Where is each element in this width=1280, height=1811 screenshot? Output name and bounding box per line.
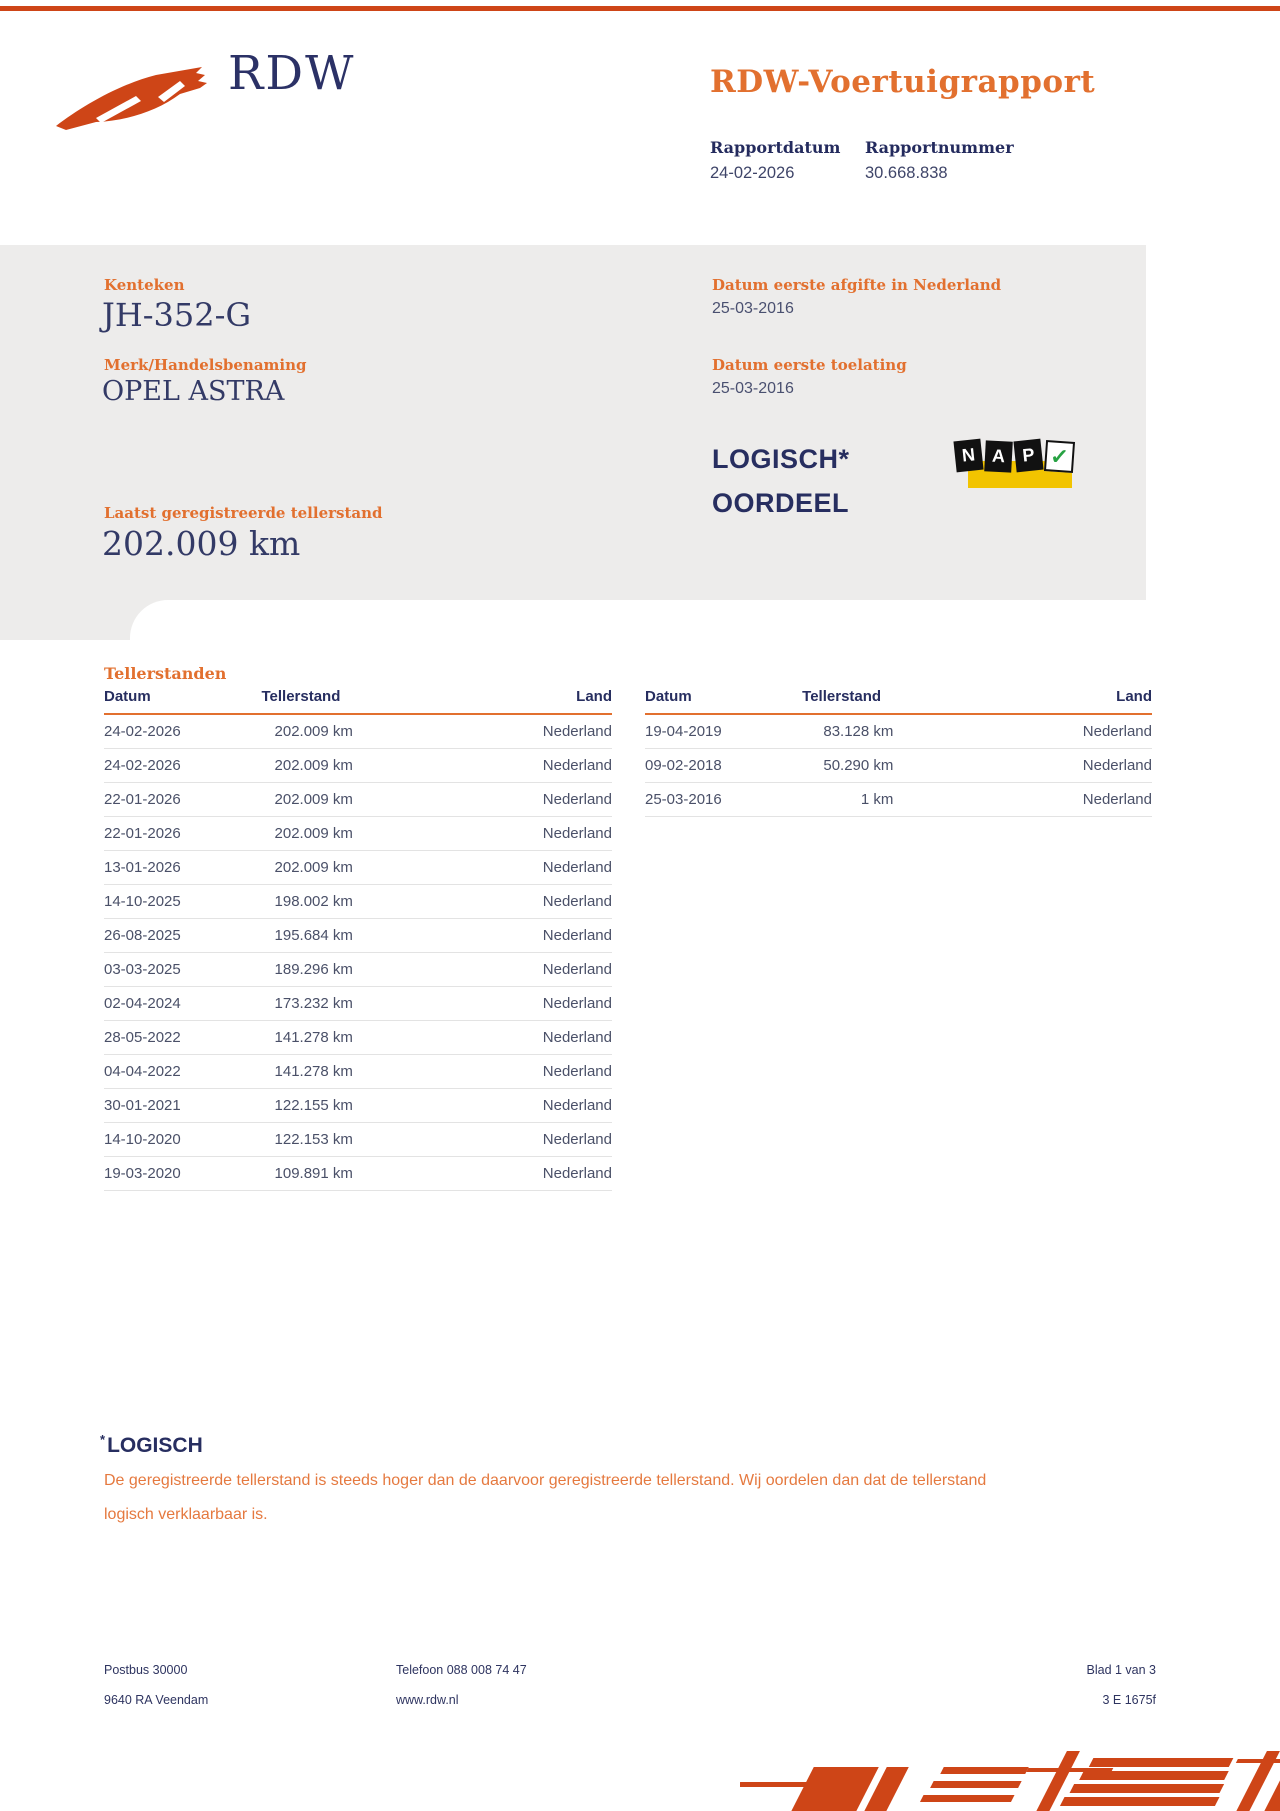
rdw-swoosh-icon: [52, 50, 222, 145]
cell-tellerstand: 1 km: [802, 782, 893, 816]
table-row: [104, 714, 612, 748]
footer-website: www.rdw.nl: [396, 1693, 459, 1707]
cell-datum: 03-03-2025: [104, 952, 261, 986]
footer-address-line1: Postbus 30000: [104, 1663, 188, 1677]
cell-datum: 19-03-2020: [104, 1156, 261, 1190]
explanation-text: De geregistreerde tellerstand is steeds hoger dan de daarvoor geregistreerde tellerstand. Wij oordelen dan dat de tellerstand logisch verklaarbaar is.: [104, 1472, 987, 1523]
tellerstanden-table-right: [645, 688, 1152, 817]
cell-datum: 24-02-2026: [104, 748, 261, 782]
kenteken-label: Kenteken: [104, 276, 185, 294]
table-row: [104, 1122, 612, 1156]
table-row: [104, 986, 612, 1020]
toelating-label: Datum eerste toelating: [712, 356, 907, 374]
cell-datum: 28-05-2022: [104, 1020, 261, 1054]
cell-datum: 24-02-2026: [104, 714, 261, 748]
table-row: [104, 1020, 612, 1054]
cell-datum: 30-01-2021: [104, 1088, 261, 1122]
tellerstanden-table-left: [104, 688, 612, 1191]
bottom-stripes-decoration: [740, 1745, 1280, 1811]
cell-tellerstand: 122.155 km: [261, 1088, 352, 1122]
explanation-heading-text: LOGISCH: [107, 1434, 203, 1457]
header-land: Land: [893, 688, 1152, 714]
cell-land: Nederland: [353, 782, 612, 816]
cell-land: Nederland: [893, 782, 1152, 816]
rdw-logotype: RDW: [228, 46, 356, 101]
cell-tellerstand: 141.278 km: [261, 1020, 352, 1054]
table-row: [104, 748, 612, 782]
cell-land: Nederland: [353, 986, 612, 1020]
explanation-heading: [100, 1432, 203, 1458]
top-orange-rule: [0, 6, 1280, 11]
cell-land: Nederland: [893, 714, 1152, 748]
nap-logo: [955, 440, 1083, 494]
tellerstanden-section-title: Tellerstanden: [104, 664, 227, 683]
cell-land: Nederland: [353, 1122, 612, 1156]
header-tellerstand: Tellerstand: [802, 688, 893, 714]
footer-form-code: 3 E 1675f: [1102, 1693, 1156, 1707]
header-tellerstand: Tellerstand: [261, 688, 352, 714]
footer-address-line2: 9640 RA Veendam: [104, 1693, 209, 1707]
cell-land: Nederland: [353, 952, 612, 986]
header-datum: Datum: [645, 688, 802, 714]
cell-tellerstand: 83.128 km: [802, 714, 893, 748]
cell-tellerstand: 202.009 km: [261, 748, 352, 782]
cell-datum: 14-10-2020: [104, 1122, 261, 1156]
cell-land: Nederland: [353, 816, 612, 850]
cell-land: Nederland: [353, 714, 612, 748]
report-date-label: Rapportdatum: [710, 138, 841, 157]
merk-label: Merk/Handelsbenaming: [104, 356, 307, 374]
cell-datum: 22-01-2026: [104, 816, 261, 850]
header-land: Land: [353, 688, 612, 714]
cell-land: Nederland: [353, 1054, 612, 1088]
cell-land: Nederland: [893, 748, 1152, 782]
cell-land: Nederland: [353, 1156, 612, 1190]
cell-tellerstand: 109.891 km: [261, 1156, 352, 1190]
cell-land: Nederland: [353, 850, 612, 884]
cell-datum: 22-01-2026: [104, 782, 261, 816]
footer-phone: Telefoon 088 008 74 47: [396, 1663, 527, 1677]
cell-land: Nederland: [353, 918, 612, 952]
footer-page-indicator: Blad 1 van 3: [1086, 1663, 1156, 1677]
table-row: [104, 1156, 612, 1190]
cell-tellerstand: 141.278 km: [261, 1054, 352, 1088]
oordeel-result: LOGISCH*: [712, 444, 850, 474]
report-number-value: 30.668.838: [865, 164, 948, 182]
cell-land: Nederland: [353, 1020, 612, 1054]
cell-land: Nederland: [353, 884, 612, 918]
cell-tellerstand: 202.009 km: [261, 714, 352, 748]
table-header-row: [645, 688, 1152, 714]
table-row: [104, 816, 612, 850]
cell-tellerstand: 50.290 km: [802, 748, 893, 782]
report-date-value: 24-02-2026: [710, 164, 795, 182]
table-row: [104, 918, 612, 952]
table-row: [104, 884, 612, 918]
afgifte-value: 25-03-2016: [712, 300, 794, 317]
report-number-label: Rapportnummer: [865, 138, 1014, 157]
cell-tellerstand: 202.009 km: [261, 850, 352, 884]
merk-value: OPEL ASTRA: [102, 376, 285, 407]
nap-letter-p: P: [1013, 439, 1043, 473]
cell-datum: 02-04-2024: [104, 986, 261, 1020]
table-row: [104, 1054, 612, 1088]
cell-datum: 13-01-2026: [104, 850, 261, 884]
afgifte-label: Datum eerste afgifte in Nederland: [712, 276, 1002, 294]
table-row: [104, 952, 612, 986]
laatste-tellerstand-value: 202.009 km: [102, 524, 301, 563]
laatste-tellerstand-label: Laatst geregistreerde tellerstand: [104, 504, 383, 522]
cell-datum: 26-08-2025: [104, 918, 261, 952]
cell-tellerstand: 202.009 km: [261, 816, 352, 850]
cell-datum: 09-02-2018: [645, 748, 802, 782]
table-row: [645, 782, 1152, 816]
cell-datum: 04-04-2022: [104, 1054, 261, 1088]
table-row: [104, 1088, 612, 1122]
table-row: [104, 782, 612, 816]
kenteken-value: JH-352-G: [102, 296, 251, 334]
cell-land: Nederland: [353, 1088, 612, 1122]
table-row: [104, 850, 612, 884]
cell-tellerstand: 189.296 km: [261, 952, 352, 986]
summary-panel-notch: [130, 600, 1280, 645]
cell-tellerstand: 122.153 km: [261, 1122, 352, 1156]
cell-tellerstand: 202.009 km: [261, 782, 352, 816]
cell-land: Nederland: [353, 748, 612, 782]
nap-letter-a: A: [984, 440, 1013, 472]
nap-letter-n: N: [953, 439, 983, 473]
page-title: RDW-Voertuigrapport: [710, 64, 1096, 100]
header-datum: Datum: [104, 688, 261, 714]
toelating-value: 25-03-2016: [712, 380, 794, 397]
table-header-row: [104, 688, 612, 714]
oordeel-label: OORDEEL: [712, 488, 850, 518]
cell-tellerstand: 198.002 km: [261, 884, 352, 918]
cell-datum: 14-10-2025: [104, 884, 261, 918]
cell-datum: 19-04-2019: [645, 714, 802, 748]
cell-tellerstand: 173.232 km: [261, 986, 352, 1020]
table-row: [645, 714, 1152, 748]
nap-checkmark-icon: ✓: [1044, 440, 1075, 473]
cell-tellerstand: 195.684 km: [261, 918, 352, 952]
table-row: [645, 748, 1152, 782]
cell-datum: 25-03-2016: [645, 782, 802, 816]
asterisk: *: [100, 1432, 106, 1447]
